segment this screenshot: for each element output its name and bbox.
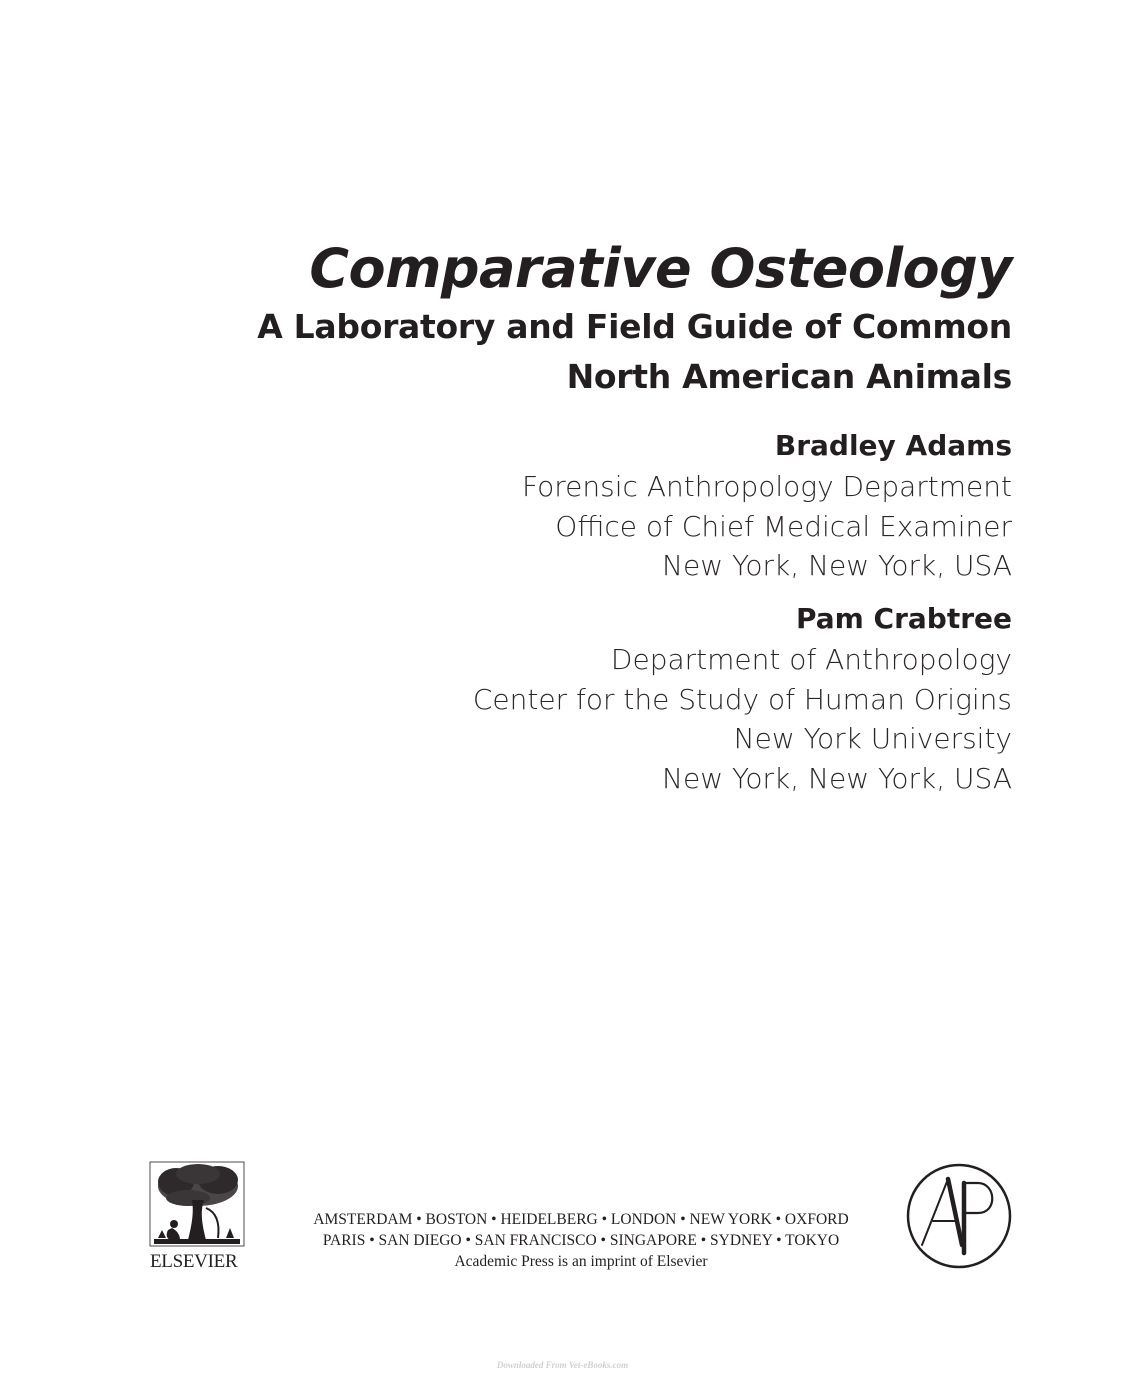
author-affiliation-line: Center for the Study of Human Origins bbox=[472, 682, 1012, 716]
publisher-cities-line-2: PARIS • SAN DIEGO • SAN FRANCISCO • SINGAPORE • SYDNEY • TOKYO bbox=[322, 1232, 840, 1249]
author-affiliation-line: Office of Chief Medical Examiner bbox=[555, 509, 1012, 543]
download-watermark: Downloaded From Vet-eBooks.com bbox=[496, 1360, 629, 1370]
author-affiliation-line: New York, New York, USA bbox=[662, 549, 1012, 582]
publisher-cities-block bbox=[255, 1209, 907, 1272]
book-title: Comparative Osteology bbox=[309, 237, 1012, 300]
author-name: Pam Crabtree bbox=[795, 602, 1012, 635]
author-affiliation-line: Department of Anthropology bbox=[610, 643, 1012, 676]
book-subtitle-line-2: North American Animals bbox=[566, 357, 1012, 396]
author-affiliation-line: New York, New York, USA bbox=[662, 761, 1012, 795]
author-affiliation-line: New York University bbox=[733, 722, 1012, 755]
imprint-note: Academic Press is an imprint of Elsevier bbox=[454, 1253, 708, 1270]
author-block-2 bbox=[473, 598, 1012, 798]
academic-press-logo-icon bbox=[906, 1163, 1012, 1269]
author-affiliation-line: Forensic Anthropology Department bbox=[522, 470, 1012, 503]
publisher-cities-line-1: AMSTERDAM • BOSTON • HEIDELBERG • LONDON • NEW YORK • OXFORD bbox=[313, 1211, 849, 1228]
title-block bbox=[257, 236, 1012, 402]
elsevier-wordmark: ELSEVIER bbox=[150, 1251, 238, 1272]
author-name: Bradley Adams bbox=[774, 429, 1012, 462]
book-subtitle-line-1: A Laboratory and Field Guide of Common bbox=[257, 307, 1012, 346]
author-block-1 bbox=[522, 425, 1012, 586]
